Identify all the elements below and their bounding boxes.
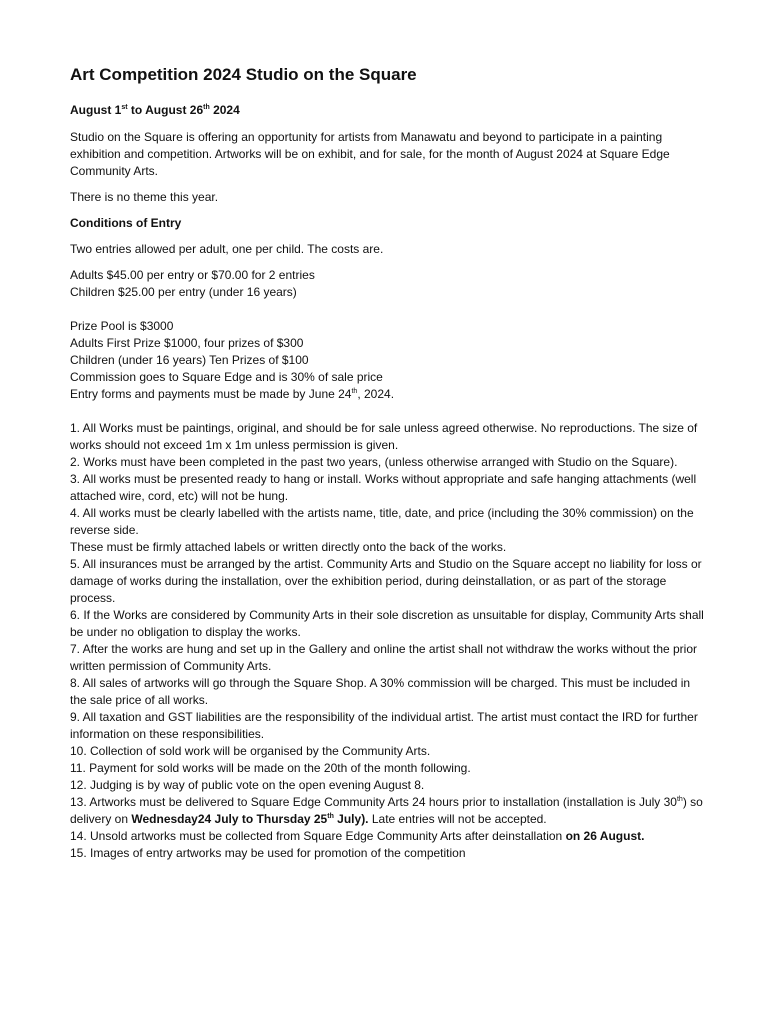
deadline-text: Entry forms and payments must be made by June 24 xyxy=(70,387,352,401)
rule-13 xyxy=(70,794,710,828)
rule-13-delivery-end: July). xyxy=(333,812,369,826)
rule-13-late-note: Late entries will not be accepted. xyxy=(368,812,547,826)
rule-7: 7. After the works are hung and set up in the Gallery and online the artist shall not withdraw the works without the prior written permission of Community Arts. xyxy=(70,642,698,673)
dates-start: August 1 xyxy=(70,103,122,117)
entries-allowed: Two entries allowed per adult, one per child. The costs are. xyxy=(70,242,384,256)
rule-2: 2. Works must have been completed in the past two years, (unless otherwise arranged with Studio on the Square). xyxy=(70,455,678,469)
rule-3: 3. All works must be presented ready to hang or install. Works without appropriate and safe hanging attachments (well attached wire, cord, etc) will not be hung. xyxy=(70,472,697,503)
rule-4: 4. All works must be clearly labelled with the artists name, title, date, and price (including the 30% commission) on the reverse side. xyxy=(70,506,694,537)
rule-8: 8. All sales of artworks will go through the Square Shop. A 30% commission will be charged. This must be included in the sale price of all works. xyxy=(70,676,691,707)
dates-end-suffix: th xyxy=(203,104,210,111)
commission-note: Commission goes to Square Edge and is 30% of sale price xyxy=(70,370,383,384)
rule-13-text: 13. Artworks must be delivered to Square Edge Community Arts 24 hours prior to installation (installation is July 30 xyxy=(70,795,677,809)
spacer xyxy=(70,403,710,420)
rule-10: 10. Collection of sold work will be organised by the Community Arts. xyxy=(70,744,431,758)
cost-adults: Adults $45.00 per entry or $70.00 for 2 entries xyxy=(70,268,315,282)
rule-13-suffix: th xyxy=(676,796,683,803)
dates-year: 2024 xyxy=(209,103,240,117)
rule-14-text: 14. Unsold artworks must be collected from Square Edge Community Arts after deinstallation xyxy=(70,829,566,843)
spacer xyxy=(70,301,710,318)
deadline-year: , 2024. xyxy=(357,387,395,401)
rule-9: 9. All taxation and GST liabilities are the responsibility of the individual artist. The artist must contact the IRD for further information on these responsibilities. xyxy=(70,710,698,741)
theme-note: There is no theme this year. xyxy=(70,190,219,204)
rule-6: 6. If the Works are considered by Community Arts in their sole discretion as unsuitable for display, Community Arts shall be under no obligation to display the works. xyxy=(70,608,704,639)
costs-block xyxy=(70,267,710,301)
rule-5: 5. All insurances must be arranged by the artist. Community Arts and Studio on the Square accept no liability for loss or damage of works during the installation, over the exhibition period, during deinstallation, or as part of the storage process. xyxy=(70,557,702,605)
rule-11: 11. Payment for sold works will be made on the 20th of the month following. xyxy=(70,761,471,775)
rules-list xyxy=(70,420,710,862)
cost-children: Children $25.00 per entry (under 16 years) xyxy=(70,285,297,299)
rule-4-note: These must be firmly attached labels or written directly onto the back of the works. xyxy=(70,540,507,554)
dates-end: to August 26 xyxy=(127,103,204,117)
prizes-block xyxy=(70,318,710,403)
rule-13-suffix-2: th xyxy=(327,813,334,820)
rule-1: 1. All Works must be paintings, original, and should be for sale unless agreed otherwise. No reproductions. The size of works should not exceed 1m x 1m unless permission is given. xyxy=(70,421,698,452)
entry-deadline xyxy=(70,386,710,403)
document-title: Art Competition 2024 Studio on the Square xyxy=(70,65,417,84)
prize-children: Children (under 16 years) Ten Prizes of $100 xyxy=(70,353,309,367)
rule-13-delivery-dates: Wednesday24 July to Thursday 25 xyxy=(131,812,328,826)
competition-dates xyxy=(70,102,710,119)
rule-15: 15. Images of entry artworks may be used for promotion of the competition xyxy=(70,846,466,860)
document-page xyxy=(70,64,710,862)
dates-start-suffix: st xyxy=(121,104,128,111)
intro-paragraph: Studio on the Square is offering an opportunity for artists from Manawatu and beyond to participate in a painting exhibition and competition. Artworks will be on exhibit, and for sale, for the month of August 2024 at Square Edge Community Arts. xyxy=(70,130,670,178)
rule-12: 12. Judging is by way of public vote on the open evening August 8. xyxy=(70,778,425,792)
deadline-suffix: th xyxy=(351,388,358,395)
rule-13-text-2: ) so delivery on xyxy=(70,795,703,826)
rule-14 xyxy=(70,828,710,845)
prize-adults: Adults First Prize $1000, four prizes of $300 xyxy=(70,336,304,350)
prize-pool: Prize Pool is $3000 xyxy=(70,319,174,333)
rule-14-date: on 26 August. xyxy=(565,829,645,843)
conditions-heading: Conditions of Entry xyxy=(70,216,182,230)
